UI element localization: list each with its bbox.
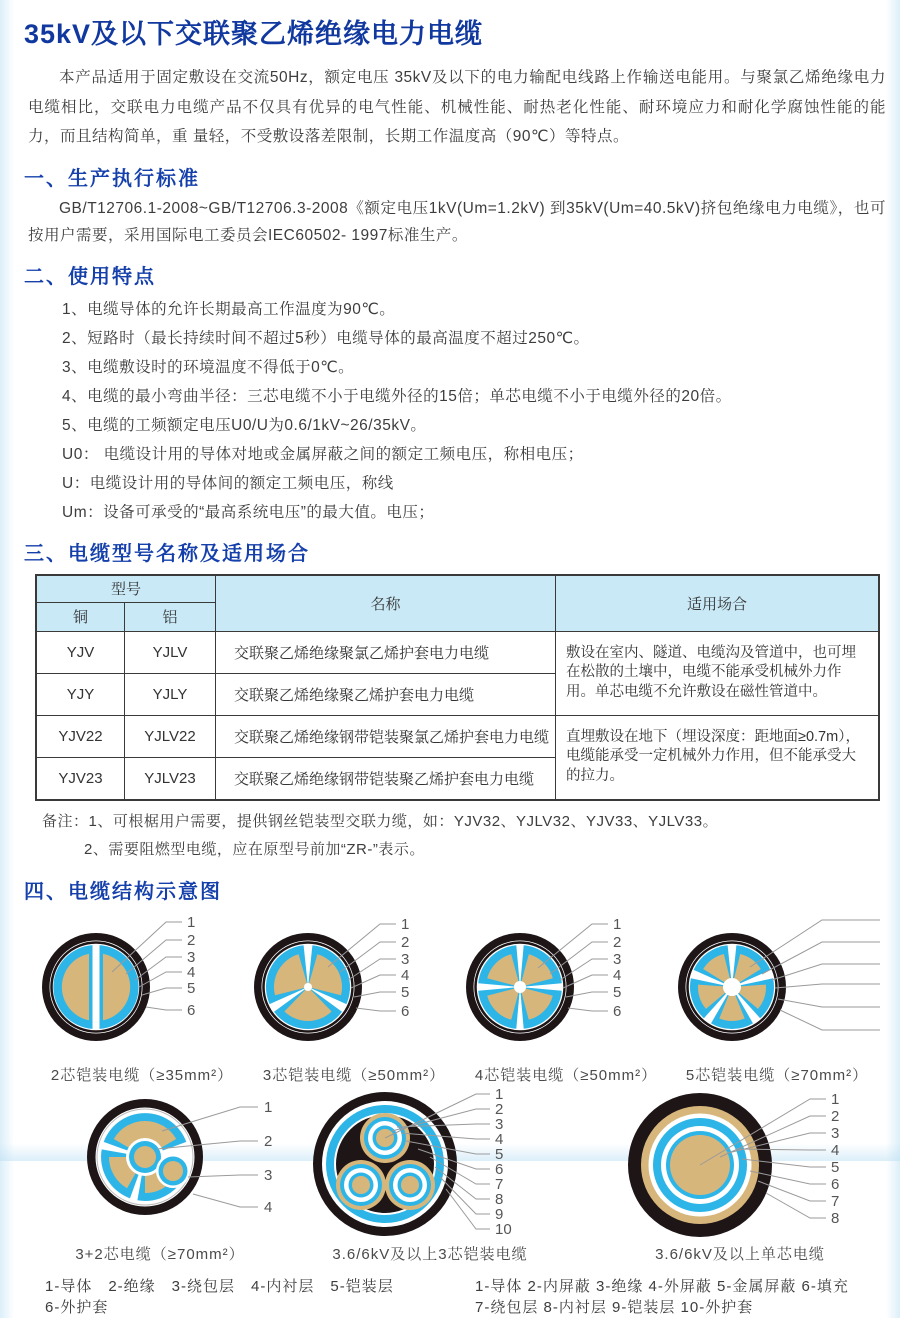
feature-item: 1、电缆导体的允许长期最高工作温度为90℃。 (62, 300, 396, 318)
layer-label: 3 (831, 1124, 840, 1142)
layer-label: 3 (401, 950, 410, 968)
layer-label: 10 (495, 1220, 512, 1238)
table-header-model: 型号 (36, 575, 216, 603)
section2-heading: 二、使用特点 (24, 265, 156, 288)
model-cu: YJY (36, 673, 125, 715)
layer-label: 6 (613, 1002, 622, 1020)
cable-diagram-2core-icon (36, 912, 248, 1062)
layer-label: 1 (264, 1098, 273, 1116)
section1-heading: 一、生产执行标准 (24, 167, 200, 190)
cable-diagram-3core-icon (248, 912, 460, 1062)
layer-label: 5 (187, 979, 196, 997)
figure-caption: 3芯铠装电缆（≥50mm²） (262, 1066, 446, 1084)
feature-item: 2、短路时（最长持续时间不超过5秒）电缆导体的最高温度不超过250℃。 (62, 329, 590, 347)
legend-line: 6-外护套 (45, 1298, 109, 1316)
cable-diagram-5core-icon (672, 912, 882, 1062)
notes-block (42, 809, 900, 865)
feature-item: 3、电缆敷设时的环境温度不得低于0℃。 (62, 358, 355, 376)
layer-label: 6 (401, 1002, 410, 1020)
figure-6kv-1core (580, 1089, 900, 1264)
layer-label: 2 (613, 933, 622, 951)
figure-6kv-3core (280, 1089, 580, 1264)
layer-label: 8 (495, 1190, 504, 1208)
section3-heading: 三、电缆型号名称及适用场合 (24, 542, 310, 565)
model-al: YJLV23 (125, 757, 216, 800)
cable-model-table (35, 574, 880, 801)
layer-label: 1 (613, 915, 622, 933)
legend-armored (45, 1276, 475, 1318)
diagram-row-2 (0, 1089, 900, 1264)
layer-label: 7 (495, 1175, 504, 1193)
layer-label: 3 (495, 1115, 504, 1133)
layer-label: 2 (401, 933, 410, 951)
layer-label: 7 (831, 1192, 840, 1210)
layer-label: 5 (401, 983, 410, 1001)
model-cu: YJV22 (36, 715, 125, 757)
model-al: YJLV (125, 631, 216, 673)
layer-label: 2 (264, 1132, 273, 1150)
table-header-name: 名称 (216, 575, 556, 632)
layer-label: 2 (495, 1100, 504, 1118)
section1-body: GB/T12706.1-2008~GB/T12706.3-2008《额定电压1kV(Um=1.2kV) 到35kV(Um=40.5kV)挤包绝缘电力电缆》，也可按用户需要，采用国际电工委员会IEC60502- 1997标准生产。 (28, 199, 886, 244)
cable-diagram-4core-icon (460, 912, 672, 1062)
model-al: YJLY (125, 673, 216, 715)
layer-label: 1 (495, 1088, 504, 1103)
figure-caption: 3+2芯电缆（≥70mm²） (75, 1245, 245, 1263)
layer-label: 5 (495, 1145, 504, 1163)
voltage-def-u0: U0： 电缆设计用的导体对地或金属屏蔽之间的额定工频电压，称相电压； (62, 445, 584, 463)
application-cell: 直埋敷设在地下（埋设深度：距地面≥0.7m），电缆能承受一定机械外力作用，但不能承受大的拉力。 (556, 715, 880, 800)
figure-3plus2core (40, 1089, 280, 1264)
feature-list (0, 295, 900, 527)
note-1: 备注：1、可根椐用户需要，提供钢丝铠装型交联力缆，如：YJV32、YJLV32、YJV33、YJLV33。 (42, 812, 719, 830)
layer-label: 4 (613, 966, 622, 984)
layer-label: 6 (187, 1001, 196, 1019)
section4-heading: 四、电缆结构示意图 (24, 880, 222, 903)
model-al: YJLV22 (125, 715, 216, 757)
layer-label: 4 (495, 1130, 504, 1148)
figure-caption: 3.6/6kV及以上单芯电缆 (655, 1245, 825, 1263)
layer-label: 9 (495, 1205, 504, 1223)
layer-label: 1 (831, 1090, 840, 1108)
layer-label: 2 (187, 931, 196, 949)
table-row (36, 631, 879, 673)
page-title: 35kV及以下交联聚乙烯绝缘电力电缆 (24, 19, 484, 49)
layer-label: 4 (831, 1141, 840, 1159)
figure-caption: 4芯铠装电缆（≥50mm²） (474, 1066, 658, 1084)
layer-label: 3 (264, 1166, 273, 1184)
voltage-def-um: Um：设备可承受的“最高系统电压”的最大值。电压； (62, 503, 435, 521)
cable-diagram-3plus2-icon (40, 1089, 280, 1241)
table-header-application: 适用场合 (556, 575, 880, 632)
layer-label: 1 (401, 915, 410, 933)
feature-item: 5、电缆的工频额定电压U0/U为0.6/1kV~26/35kV。 (62, 416, 427, 434)
layer-label: 6 (495, 1160, 504, 1178)
layer-label: 4 (264, 1198, 273, 1216)
legend-line: 7-绕包层 8-内衬层 9-铠装层 10-外护套 (475, 1298, 754, 1316)
layer-label: 4 (401, 966, 410, 984)
model-cu: YJV23 (36, 757, 125, 800)
feature-item: 4、电缆的最小弯曲半径：三芯电缆不小于电缆外径的15倍；单芯电缆不小于电缆外径的20倍。 (62, 387, 732, 405)
figure-3core (248, 912, 460, 1085)
model-name: 交联聚乙烯绝缘聚乙烯护套电力电缆 (216, 673, 556, 715)
layer-label: 1 (187, 913, 196, 931)
note-2: 2、需要阻燃型电缆，应在原型号前加“ZR-”表示。 (84, 840, 425, 858)
layer-label: 4 (187, 963, 196, 981)
figure-4core (460, 912, 672, 1085)
legend-row (45, 1276, 900, 1318)
figure-caption: 3.6/6kV及以上3芯铠装电缆 (332, 1245, 528, 1263)
layer-label: 8 (831, 1209, 840, 1227)
legend-line: 1-导体 2-内屏蔽 3-绝缘 4-外屏蔽 5-金属屏蔽 6-填充 (475, 1277, 849, 1295)
model-cu: YJV (36, 631, 125, 673)
model-name: 交联聚乙烯绝缘聚氯乙烯护套电力电缆 (216, 631, 556, 673)
figure-2core (36, 912, 248, 1085)
application-cell: 敷设在室内、隧道、电缆沟及管道中，也可埋在松散的土壤中，电缆不能承受机械外力作用。单芯电缆不允许敷设在磁性管道中。 (556, 631, 880, 715)
layer-label: 6 (831, 1175, 840, 1193)
legend-6kv (475, 1276, 895, 1318)
table-header-aluminum: 铝 (125, 602, 216, 631)
layer-label: 3 (613, 950, 622, 968)
model-name: 交联聚乙烯绝缘钢带铠装聚氯乙烯护套电力电缆 (216, 715, 556, 757)
figure-caption: 5芯铠装电缆（≥70mm²） (685, 1066, 869, 1084)
layer-label: 3 (187, 948, 196, 966)
intro-paragraph: 本产品适用于固定敷设在交流50Hz，额定电压 35kV及以下的电力输配电线路上作输送电能用。与聚氯乙烯绝缘电力电缆相比，交联电力电缆产品不仅具有优异的电气性能、机械性能、耐热老化性能、耐环境应力和耐化学腐蚀性能的能力，而且结构简单，重 量轻，不受敷设落差限制，长期工作温度高（90℃）等特点。 (28, 69, 886, 145)
layer-label: 5 (831, 1158, 840, 1176)
diagram-row-1 (0, 912, 900, 1085)
legend-line: 1-导体 2-绝缘 3-绕包层 4-内衬层 5-铠装层 (45, 1277, 394, 1295)
model-name: 交联聚乙烯绝缘钢带铠装聚乙烯护套电力电缆 (216, 757, 556, 800)
figure-5core (672, 912, 882, 1085)
cable-diagram-6kv-1core-icon (580, 1089, 900, 1241)
voltage-def-u: U：电缆设计用的导体间的额定工频电压，称线 (62, 474, 394, 492)
figure-caption: 2芯铠装电缆（≥35mm²） (50, 1066, 234, 1084)
table-row (36, 715, 879, 757)
table-header-copper: 铜 (36, 602, 125, 631)
layer-label: 5 (613, 983, 622, 1001)
layer-label: 2 (831, 1107, 840, 1125)
cable-diagram-6kv-3core-icon (280, 1089, 580, 1241)
